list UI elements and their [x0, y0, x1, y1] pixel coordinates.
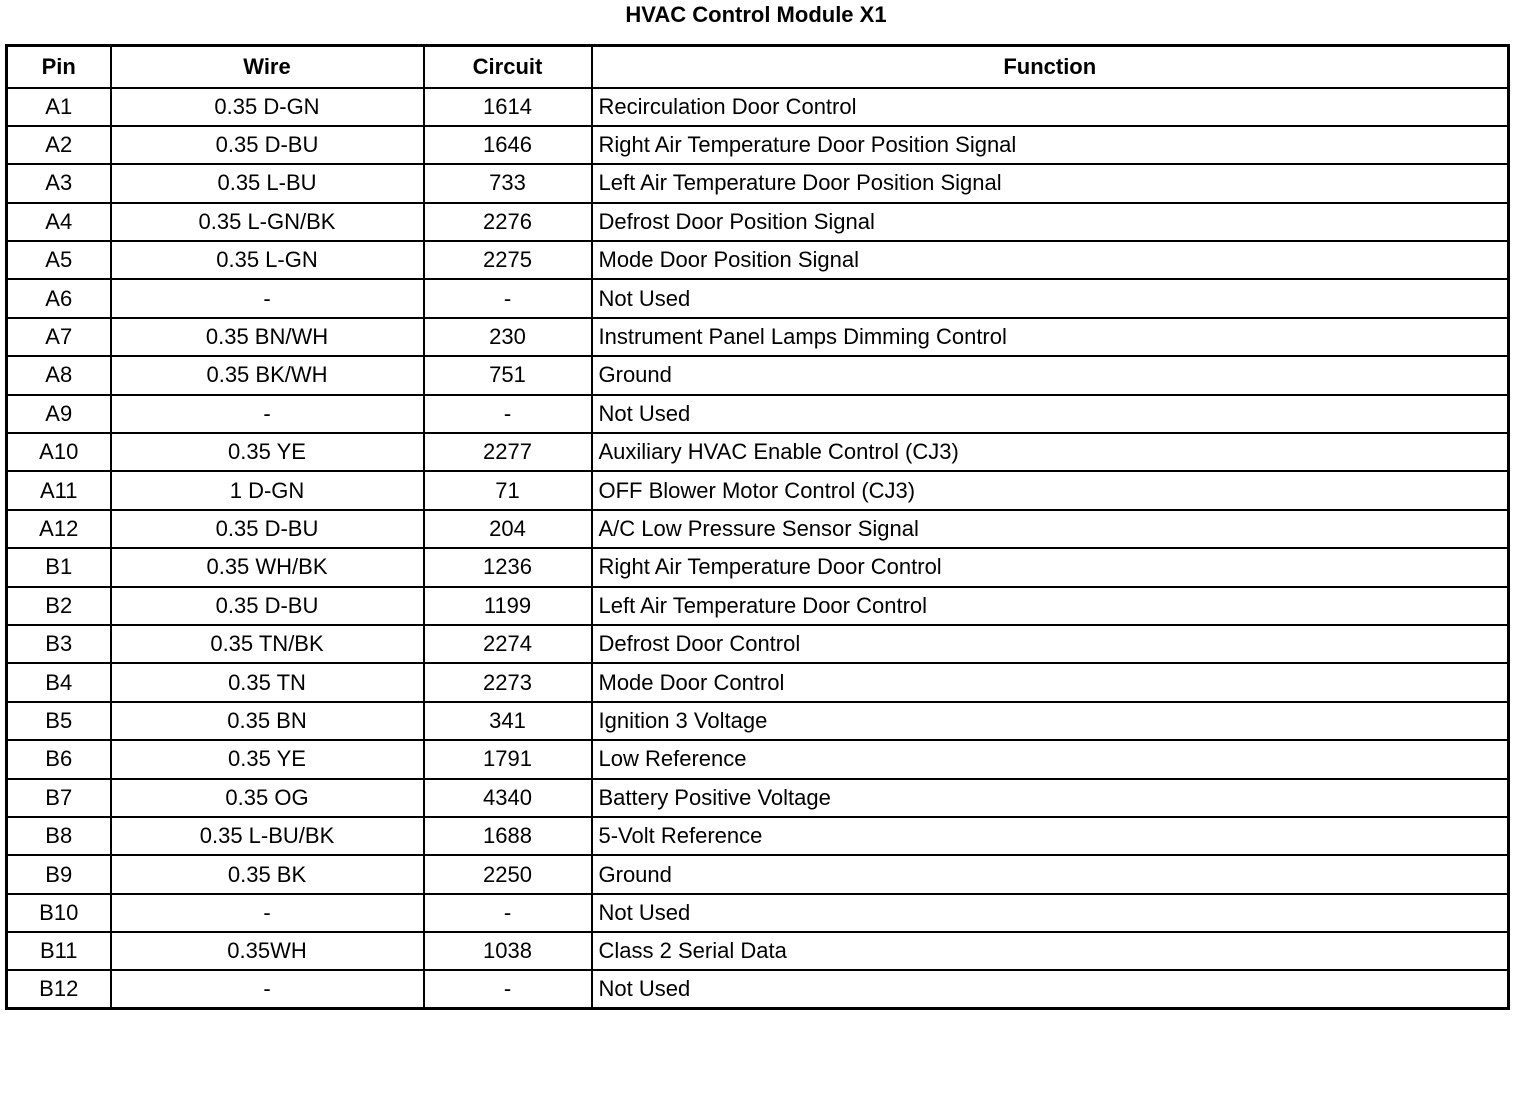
circuit-cell: - — [424, 395, 592, 433]
circuit-cell: 71 — [424, 471, 592, 509]
wire-cell: 0.35 YE — [111, 433, 424, 471]
circuit-cell: 2274 — [424, 625, 592, 663]
pin-cell: A7 — [7, 318, 111, 356]
circuit-cell: 1646 — [424, 126, 592, 164]
pin-cell: B12 — [7, 970, 111, 1008]
table-row — [7, 318, 1509, 356]
table-row — [7, 241, 1509, 279]
wire-cell: 0.35WH — [111, 932, 424, 970]
wire-cell: - — [111, 970, 424, 1008]
function-cell: Not Used — [592, 970, 1509, 1008]
circuit-cell: 2275 — [424, 241, 592, 279]
wire-cell: 0.35 OG — [111, 779, 424, 817]
table-row — [7, 740, 1509, 778]
pin-cell: B4 — [7, 663, 111, 701]
table-row — [7, 279, 1509, 317]
pin-cell: A2 — [7, 126, 111, 164]
function-cell: Not Used — [592, 279, 1509, 317]
table-row — [7, 702, 1509, 740]
function-cell: Low Reference — [592, 740, 1509, 778]
table-row — [7, 433, 1509, 471]
table-body — [7, 88, 1509, 1009]
table-row — [7, 395, 1509, 433]
function-cell: Defrost Door Position Signal — [592, 203, 1509, 241]
function-cell: Ignition 3 Voltage — [592, 702, 1509, 740]
wire-cell: 0.35 L-GN — [111, 241, 424, 279]
pin-cell: A4 — [7, 203, 111, 241]
wire-cell: - — [111, 279, 424, 317]
pin-cell: B6 — [7, 740, 111, 778]
function-cell: Left Air Temperature Door Control — [592, 587, 1509, 625]
pin-cell: A11 — [7, 471, 111, 509]
circuit-cell: 751 — [424, 356, 592, 394]
pin-cell: B10 — [7, 894, 111, 932]
circuit-cell: 1038 — [424, 932, 592, 970]
header-pin: Pin — [7, 46, 111, 88]
function-cell: Right Air Temperature Door Control — [592, 548, 1509, 586]
pin-cell: B3 — [7, 625, 111, 663]
pin-cell: A1 — [7, 88, 111, 126]
pin-cell: B9 — [7, 855, 111, 893]
circuit-cell: 1236 — [424, 548, 592, 586]
pin-cell: B1 — [7, 548, 111, 586]
circuit-cell: 1791 — [424, 740, 592, 778]
table-row — [7, 625, 1509, 663]
circuit-cell: 4340 — [424, 779, 592, 817]
circuit-cell: - — [424, 970, 592, 1008]
table-title: HVAC Control Module X1 — [625, 2, 887, 27]
wire-cell: 0.35 D-GN — [111, 88, 424, 126]
wire-cell: 0.35 L-BU/BK — [111, 817, 424, 855]
table-row — [7, 88, 1509, 126]
circuit-cell: 2273 — [424, 663, 592, 701]
wire-cell: 0.35 BN — [111, 702, 424, 740]
connector-pin-table — [5, 44, 1510, 1010]
circuit-cell: 230 — [424, 318, 592, 356]
wire-cell: 0.35 D-BU — [111, 587, 424, 625]
circuit-cell: 2277 — [424, 433, 592, 471]
wire-cell: 0.35 D-BU — [111, 510, 424, 548]
function-cell: Battery Positive Voltage — [592, 779, 1509, 817]
table-row — [7, 894, 1509, 932]
circuit-cell: - — [424, 279, 592, 317]
pin-cell: B8 — [7, 817, 111, 855]
table-row — [7, 587, 1509, 625]
function-cell: Recirculation Door Control — [592, 88, 1509, 126]
circuit-cell: 2276 — [424, 203, 592, 241]
pin-cell: A8 — [7, 356, 111, 394]
header-function: Function — [592, 46, 1509, 88]
wire-cell: 0.35 BK/WH — [111, 356, 424, 394]
wire-cell: 0.35 BK — [111, 855, 424, 893]
wire-cell: 0.35 L-GN/BK — [111, 203, 424, 241]
circuit-cell: 204 — [424, 510, 592, 548]
wire-cell: - — [111, 395, 424, 433]
circuit-cell: 341 — [424, 702, 592, 740]
header-circuit: Circuit — [424, 46, 592, 88]
function-cell: Not Used — [592, 894, 1509, 932]
wire-cell: 1 D-GN — [111, 471, 424, 509]
function-cell: A/C Low Pressure Sensor Signal — [592, 510, 1509, 548]
table-row — [7, 203, 1509, 241]
pin-cell: A9 — [7, 395, 111, 433]
function-cell: Auxiliary HVAC Enable Control (CJ3) — [592, 433, 1509, 471]
function-cell: Mode Door Control — [592, 663, 1509, 701]
table-row — [7, 779, 1509, 817]
function-cell: Right Air Temperature Door Position Signal — [592, 126, 1509, 164]
function-cell: Left Air Temperature Door Position Signal — [592, 164, 1509, 202]
table-row — [7, 471, 1509, 509]
wire-cell: 0.35 TN/BK — [111, 625, 424, 663]
function-cell: Class 2 Serial Data — [592, 932, 1509, 970]
function-cell: Ground — [592, 855, 1509, 893]
pin-cell: B11 — [7, 932, 111, 970]
pin-cell: A10 — [7, 433, 111, 471]
circuit-cell: 1614 — [424, 88, 592, 126]
table-row — [7, 970, 1509, 1008]
table-row — [7, 932, 1509, 970]
header-wire: Wire — [111, 46, 424, 88]
table-row — [7, 817, 1509, 855]
header-row — [7, 46, 1509, 88]
function-cell: Mode Door Position Signal — [592, 241, 1509, 279]
circuit-cell: - — [424, 894, 592, 932]
wire-cell: 0.35 BN/WH — [111, 318, 424, 356]
pin-cell: B5 — [7, 702, 111, 740]
pin-cell: A3 — [7, 164, 111, 202]
function-cell: Not Used — [592, 395, 1509, 433]
pin-cell: B7 — [7, 779, 111, 817]
wire-cell: 0.35 WH/BK — [111, 548, 424, 586]
wire-cell: 0.35 L-BU — [111, 164, 424, 202]
wire-cell: 0.35 TN — [111, 663, 424, 701]
circuit-cell: 733 — [424, 164, 592, 202]
table-row — [7, 855, 1509, 893]
circuit-cell: 1199 — [424, 587, 592, 625]
function-cell: Ground — [592, 356, 1509, 394]
function-cell: OFF Blower Motor Control (CJ3) — [592, 471, 1509, 509]
function-cell: Defrost Door Control — [592, 625, 1509, 663]
wire-cell: - — [111, 894, 424, 932]
function-cell: 5-Volt Reference — [592, 817, 1509, 855]
circuit-cell: 1688 — [424, 817, 592, 855]
table-row — [7, 663, 1509, 701]
table-row — [7, 356, 1509, 394]
pin-cell: A6 — [7, 279, 111, 317]
table-row — [7, 164, 1509, 202]
pin-cell: A12 — [7, 510, 111, 548]
wire-cell: 0.35 YE — [111, 740, 424, 778]
wire-cell: 0.35 D-BU — [111, 126, 424, 164]
pin-cell: A5 — [7, 241, 111, 279]
table-row — [7, 548, 1509, 586]
circuit-cell: 2250 — [424, 855, 592, 893]
pin-cell: B2 — [7, 587, 111, 625]
table-row — [7, 126, 1509, 164]
table-row — [7, 510, 1509, 548]
function-cell: Instrument Panel Lamps Dimming Control — [592, 318, 1509, 356]
